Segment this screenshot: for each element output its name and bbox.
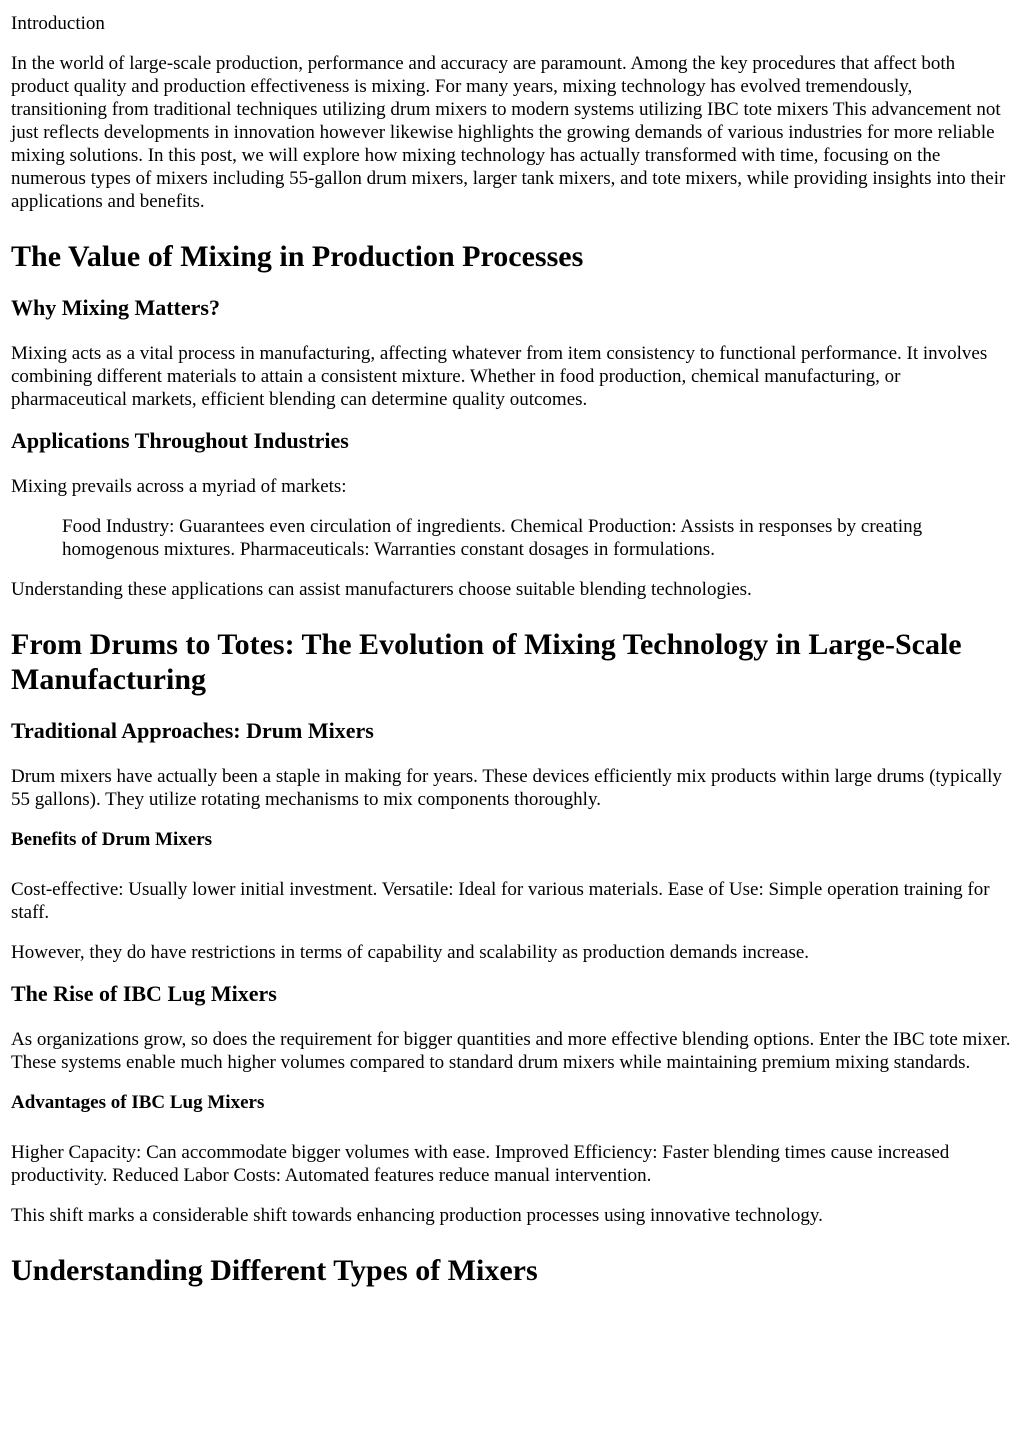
limits-paragraph: However, they do have restrictions in terms of capability and scalability as production demands increase. — [11, 942, 810, 963]
subheading-applications: Applications Throughout Industries — [11, 428, 349, 453]
drum-mixers-paragraph: Drum mixers have actually been a staple in making for years. These devices efficiently mix products within large drums (typically 55 gallons). They utilize rotating mechanisms to mix components thoroughly. — [11, 766, 1002, 810]
benefits-paragraph: Cost-effective: Usually lower initial investment. Versatile: Ideal for various materials. Ease of Use: Simple operation training for staff. — [11, 879, 990, 923]
why-mixing-paragraph: Mixing acts as a vital process in manufacturing, affecting whatever from item consistency to functional performance. It involves combining different materials to attain a consistent mixture. Whether in food production, chemical manufacturing, or pharmaceutical markets, efficient blending can determine quality outcomes. — [11, 343, 988, 410]
subheading-advantages-ibc: Advantages of IBC Lug Mixers — [11, 1092, 265, 1113]
advantages-paragraph: Higher Capacity: Can accommodate bigger volumes with ease. Improved Efficiency: Faster blending times cause increased productivity. Reduced Labor Costs: Automated features reduce manual intervention. — [11, 1142, 950, 1186]
section-heading-value-of-mixing: The Value of Mixing in Production Processes — [11, 240, 584, 273]
subheading-ibc-mixers: The Rise of IBC Lug Mixers — [11, 981, 277, 1006]
subheading-drum-mixers: Traditional Approaches: Drum Mixers — [11, 718, 374, 743]
ibc-paragraph: As organizations grow, so does the requirement for bigger quantities and more effective blending options. Enter the IBC tote mixer. These systems enable much higher volumes compared to standard drum mixers while maintaining premium mixing standards. — [11, 1029, 1011, 1073]
intro-label: Introduction — [11, 13, 105, 34]
section-heading-drums-to-totes: From Drums to Totes: The Evolution of Mixing Technology in Large-Scale Manufacturing — [11, 628, 962, 696]
applications-quote: Food Industry: Guarantees even circulation of ingredients. Chemical Production: Assists in responses by creating homogenous mixtures. Pharmaceuticals: Warranties constant dosages in formulations. — [62, 516, 923, 560]
applications-paragraph: Mixing prevails across a myriad of markets: — [11, 476, 347, 497]
section-heading-types-of-mixers: Understanding Different Types of Mixers — [11, 1254, 538, 1287]
subheading-why-mixing-matters: Why Mixing Matters? — [11, 295, 220, 320]
ibc-closing: This shift marks a considerable shift towards enhancing production processes using innovative technology. — [11, 1205, 823, 1226]
intro-paragraph: In the world of large-scale production, performance and accuracy are paramount. Among the key procedures that affect both product quality and production effectiveness is mixing. For many years, mixing technology has evolved tremendously, transitioning from traditional techniques utilizing drum mixers to modern systems utilizing IBC tote mixers This advancement not just reflects developments in innovation however likewise highlights the growing demands of various industries for more reliable mixing solutions. In this post, we will explore how mixing technology has actually transformed with time, focusing on the numerous types of mixers including 55-gallon drum mixers, larger tank mixers, and tote mixers, while providing insights into their applications and benefits. — [11, 53, 1006, 212]
applications-closing: Understanding these applications can assist manufacturers choose suitable blending technologies. — [11, 579, 752, 600]
subheading-benefits-drum-mixers: Benefits of Drum Mixers — [11, 829, 213, 850]
